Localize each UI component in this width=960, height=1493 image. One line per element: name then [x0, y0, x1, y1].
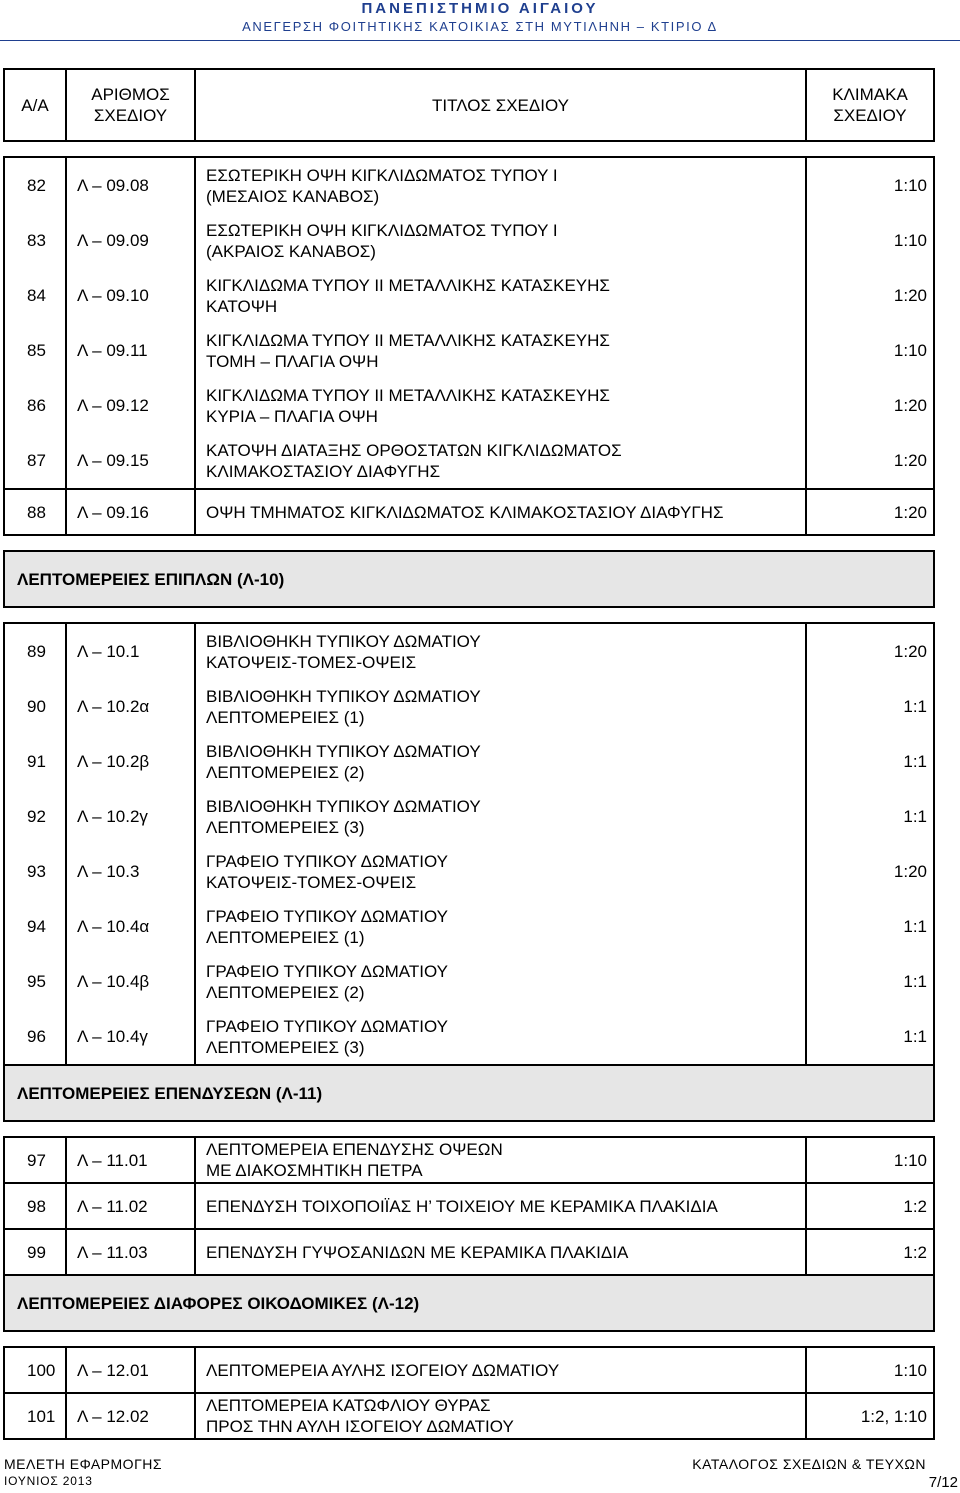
drawing-title — [195, 954, 806, 1009]
drawing-title-line1: ΟΨΗ ΤΜΗΜΑΤΟΣ ΚΙΓΚΛΙΔΩΜΑΤΟΣ ΚΛΙΜΑΚΟΣΤΑΣΙΟΥ ΔΙΑΦΥΓΗΣ — [206, 502, 724, 522]
table-row — [4, 1009, 934, 1065]
drawing-title — [195, 378, 806, 433]
drawing-aa: 89 — [4, 623, 66, 679]
table-row — [4, 679, 934, 734]
drawing-title — [195, 1009, 806, 1065]
spacer-cell — [4, 1121, 934, 1137]
section-row — [4, 1065, 934, 1121]
drawing-title — [195, 844, 806, 899]
drawing-scale: 1:1 — [806, 954, 934, 1009]
drawing-title — [195, 623, 806, 679]
section-heading: ΛΕΠΤΟΜΕΡΕΙΕΣ ΕΠΕΝΔΥΣΕΩΝ (Λ-11) — [4, 1065, 934, 1121]
drawing-title-line2: ΤΟΜΗ – ΠΛΑΓΙΑ ΟΨΗ — [206, 351, 379, 371]
spacer-cell — [4, 607, 934, 623]
drawing-scale: 1:2 — [806, 1229, 934, 1275]
footer-study-type: ΜΕΛΕΤΗ ΕΦΑΡΜΟΓΗΣ — [4, 1456, 163, 1472]
spacer-row — [4, 141, 934, 157]
col-header-scale: ΚΛΙΜΑΚΑ ΣΧΕΔΙΟΥ — [806, 69, 934, 141]
drawing-title-line1: ΛΕΠΤΟΜΕΡΕΙΑ ΚΑΤΩΦΛΙΟΥ ΘΥΡΑΣ — [206, 1396, 491, 1415]
drawing-number: Λ – 09.11 — [66, 323, 195, 378]
table-row — [4, 1347, 934, 1393]
drawing-scale: 1:1 — [806, 734, 934, 789]
drawing-title-line2: (ΑΚΡΑΙΟΣ ΚΑΝΑΒΟΣ) — [206, 241, 376, 261]
spacer-row — [4, 1121, 934, 1137]
drawing-scale: 1:1 — [806, 789, 934, 844]
drawing-title — [195, 1183, 806, 1229]
drawing-title — [195, 1347, 806, 1393]
drawing-number: Λ – 10.2α — [66, 679, 195, 734]
drawing-number: Λ – 09.15 — [66, 433, 195, 489]
drawing-number: Λ – 11.02 — [66, 1183, 195, 1229]
table-row — [4, 1137, 934, 1183]
drawing-scale: 1:20 — [806, 623, 934, 679]
col-header-title: ΤΙΤΛΟΣ ΣΧΕΔΙΟΥ — [195, 69, 806, 141]
drawing-scale: 1:2, 1:10 — [806, 1393, 934, 1439]
drawing-scale: 1:1 — [806, 679, 934, 734]
table-row — [4, 433, 934, 489]
drawing-title — [195, 213, 806, 268]
drawing-aa: 97 — [4, 1137, 66, 1183]
table-row — [4, 1229, 934, 1275]
drawing-title-line2: ΜΕ ΔΙΑΚΟΣΜΗΤΙΚΗ ΠΕΤΡΑ — [206, 1161, 423, 1180]
drawing-title-line1: ΒΙΒΛΙΟΘΗΚΗ ΤΥΠΙΚΟΥ ΔΩΜΑΤΙΟΥ — [206, 686, 481, 706]
drawing-aa: 93 — [4, 844, 66, 899]
footer-date: ΙΟΥΝΙΟΣ 2013 — [4, 1474, 93, 1488]
drawing-title-line1: ΚΙΓΚΛΙΔΩΜΑ ΤΥΠΟΥ ΙΙ ΜΕΤΑΛΛΙΚΗΣ ΚΑΤΑΣΚΕΥΗΣ — [206, 275, 610, 295]
drawing-title — [195, 489, 806, 535]
drawing-title-line1: ΕΣΩΤΕΡΙΚΗ ΟΨΗ ΚΙΓΚΛΙΔΩΜΑΤΟΣ ΤΥΠΟΥ Ι — [206, 165, 558, 185]
drawing-number: Λ – 11.01 — [66, 1137, 195, 1183]
drawing-aa: 99 — [4, 1229, 66, 1275]
drawing-title-line1: ΛΕΠΤΟΜΕΡΕΙΑ ΑΥΛΗΣ ΙΣΟΓΕΙΟΥ ΔΩΜΑΤΙΟΥ — [206, 1360, 560, 1380]
drawing-aa: 96 — [4, 1009, 66, 1065]
table-row — [4, 899, 934, 954]
drawing-title — [195, 433, 806, 489]
drawing-title-line2: ΚΥΡΙΑ – ΠΛΑΓΙΑ ΟΨΗ — [206, 406, 378, 426]
spacer-cell — [4, 535, 934, 551]
table-row — [4, 157, 934, 213]
drawing-title-line2: ΛΕΠΤΟΜΕΡΕΙΕΣ (1) — [206, 707, 365, 727]
drawing-number: Λ – 10.4α — [66, 899, 195, 954]
drawing-number: Λ – 11.03 — [66, 1229, 195, 1275]
spacer-cell — [4, 1331, 934, 1347]
col-header-aa: Α/Α — [4, 69, 66, 141]
drawing-scale: 1:10 — [806, 1137, 934, 1183]
section-heading: ΛΕΠΤΟΜΕΡΕΙΕΣ ΔΙΑΦΟΡΕΣ ΟΙΚΟΔΟΜΙΚΕΣ (Λ-12) — [4, 1275, 934, 1331]
drawing-aa: 83 — [4, 213, 66, 268]
drawing-scale: 1:10 — [806, 323, 934, 378]
drawing-scale: 1:20 — [806, 433, 934, 489]
drawing-number: Λ – 10.2γ — [66, 789, 195, 844]
drawing-scale: 1:1 — [806, 899, 934, 954]
drawing-aa: 101 — [4, 1393, 66, 1439]
drawing-scale: 1:20 — [806, 489, 934, 535]
drawing-aa: 84 — [4, 268, 66, 323]
drawing-scale: 1:20 — [806, 844, 934, 899]
table-row — [4, 789, 934, 844]
table-row — [4, 378, 934, 433]
drawing-aa: 98 — [4, 1183, 66, 1229]
drawing-title — [195, 789, 806, 844]
header-rule — [0, 40, 960, 41]
table-row — [4, 954, 934, 1009]
table-row — [4, 489, 934, 535]
drawing-number: Λ – 10.1 — [66, 623, 195, 679]
drawing-aa: 91 — [4, 734, 66, 789]
spacer-row — [4, 535, 934, 551]
drawing-title-line1: ΕΠΕΝΔΥΣΗ ΓΥΨΟΣΑΝΙΔΩΝ ΜΕ ΚΕΡΑΜΙΚΑ ΠΛΑΚΙΔΙΑ — [206, 1242, 629, 1262]
drawing-title — [195, 899, 806, 954]
drawing-scale: 1:10 — [806, 213, 934, 268]
drawing-aa: 85 — [4, 323, 66, 378]
drawing-title-line2: ΚΑΤΟΨΗ — [206, 296, 278, 316]
footer-catalogue-title: ΚΑΤΑΛΟΓΟΣ ΣΧΕΔΙΩΝ & ΤΕΥΧΩΝ — [692, 1456, 926, 1472]
col-header-number: ΑΡΙΘΜΟΣ ΣΧΕΔΙΟΥ — [66, 69, 195, 141]
drawing-title-line2: ΚΛΙΜΑΚΟΣΤΑΣΙΟΥ ΔΙΑΦΥΓΗΣ — [206, 461, 441, 481]
header-project: ΑΝΕΓΕΡΣΗ ΦΟΙΤΗΤΙΚΗΣ ΚΑΤΟΙΚΙΑΣ ΣΤΗ ΜΥΤΙΛΗΝΗ – ΚΤΙΡΙΟ Δ — [242, 19, 718, 34]
drawing-aa: 82 — [4, 157, 66, 213]
table-header-row — [4, 69, 934, 141]
table-row — [4, 1393, 934, 1439]
table-row — [4, 213, 934, 268]
drawing-number: Λ – 09.10 — [66, 268, 195, 323]
drawing-title-line1: ΒΙΒΛΙΟΘΗΚΗ ΤΥΠΙΚΟΥ ΔΩΜΑΤΙΟΥ — [206, 796, 481, 816]
table-row — [4, 268, 934, 323]
drawing-title-line2: (ΜΕΣΑΙΟΣ ΚΑΝΑΒΟΣ) — [206, 186, 380, 206]
spacer-row — [4, 607, 934, 623]
drawing-title-line2: ΛΕΠΤΟΜΕΡΕΙΕΣ (2) — [206, 982, 365, 1002]
drawing-title-line2: ΚΑΤΟΨΕΙΣ-ΤΟΜΕΣ-ΟΨΕΙΣ — [206, 652, 417, 672]
drawing-number: Λ – 09.16 — [66, 489, 195, 535]
drawing-title — [195, 1137, 806, 1183]
drawing-aa: 90 — [4, 679, 66, 734]
drawing-number: Λ – 09.08 — [66, 157, 195, 213]
spacer-cell — [4, 141, 934, 157]
table-row — [4, 734, 934, 789]
drawings-table — [3, 68, 935, 1440]
drawing-scale: 1:10 — [806, 1347, 934, 1393]
drawing-title — [195, 157, 806, 213]
drawing-aa: 92 — [4, 789, 66, 844]
drawing-title — [195, 1393, 806, 1439]
drawing-title-line1: ΚΑΤΟΨΗ ΔΙΑΤΑΞΗΣ ΟΡΘΟΣΤΑΤΩΝ ΚΙΓΚΛΙΔΩΜΑΤΟΣ — [206, 440, 622, 460]
table-row — [4, 1183, 934, 1229]
drawing-title-line1: ΒΙΒΛΙΟΘΗΚΗ ΤΥΠΙΚΟΥ ΔΩΜΑΤΙΟΥ — [206, 741, 481, 761]
section-row — [4, 1275, 934, 1331]
drawing-title-line1: ΛΕΠΤΟΜΕΡΕΙΑ ΕΠΕΝΔΥΣΗΣ ΟΨΕΩΝ — [206, 1140, 503, 1159]
drawing-title-line1: ΕΠΕΝΔΥΣΗ ΤΟΙΧΟΠΟΙΪΑΣ Η’ ΤΟΙΧΕΙΟΥ ΜΕ ΚΕΡΑΜΙΚΑ ΠΛΑΚΙΔΙΑ — [206, 1196, 718, 1216]
drawing-scale: 1:20 — [806, 378, 934, 433]
header-university: ΠΑΝΕΠΙΣΤΗΜΙΟ ΑΙΓΑΙΟΥ — [361, 0, 599, 17]
drawing-aa: 86 — [4, 378, 66, 433]
footer-page-number: 7/12 — [928, 1474, 958, 1491]
table-row — [4, 844, 934, 899]
drawing-number: Λ – 12.02 — [66, 1393, 195, 1439]
spacer-row — [4, 1331, 934, 1347]
drawing-title-line2: ΠΡΟΣ ΤΗΝ ΑΥΛΗ ΙΣΟΓΕΙΟΥ ΔΩΜΑΤΙΟΥ — [206, 1417, 514, 1436]
drawing-number: Λ – 12.01 — [66, 1347, 195, 1393]
drawing-title-line1: ΒΙΒΛΙΟΘΗΚΗ ΤΥΠΙΚΟΥ ΔΩΜΑΤΙΟΥ — [206, 631, 481, 651]
drawing-title-line2: ΚΑΤΟΨΕΙΣ-ΤΟΜΕΣ-ΟΨΕΙΣ — [206, 872, 417, 892]
table-row — [4, 623, 934, 679]
drawing-title-line1: ΚΙΓΚΛΙΔΩΜΑ ΤΥΠΟΥ ΙΙ ΜΕΤΑΛΛΙΚΗΣ ΚΑΤΑΣΚΕΥΗΣ — [206, 330, 610, 350]
drawing-number: Λ – 10.2β — [66, 734, 195, 789]
drawing-title-line1: ΓΡΑΦΕΙΟ ΤΥΠΙΚΟΥ ΔΩΜΑΤΙΟΥ — [206, 961, 449, 981]
drawing-title-line1: ΕΣΩΤΕΡΙΚΗ ΟΨΗ ΚΙΓΚΛΙΔΩΜΑΤΟΣ ΤΥΠΟΥ Ι — [206, 220, 558, 240]
table-row — [4, 323, 934, 378]
section-row — [4, 551, 934, 607]
drawing-aa: 87 — [4, 433, 66, 489]
drawing-title-line1: ΓΡΑΦΕΙΟ ΤΥΠΙΚΟΥ ΔΩΜΑΤΙΟΥ — [206, 1016, 449, 1036]
drawing-title — [195, 323, 806, 378]
drawing-title-line2: ΛΕΠΤΟΜΕΡΕΙΕΣ (3) — [206, 817, 365, 837]
drawing-title-line2: ΛΕΠΤΟΜΕΡΕΙΕΣ (2) — [206, 762, 365, 782]
drawing-title — [195, 268, 806, 323]
drawing-title-line2: ΛΕΠΤΟΜΕΡΕΙΕΣ (1) — [206, 927, 365, 947]
drawing-title — [195, 734, 806, 789]
drawing-title-line1: ΓΡΑΦΕΙΟ ΤΥΠΙΚΟΥ ΔΩΜΑΤΙΟΥ — [206, 906, 449, 926]
drawing-number: Λ – 10.4γ — [66, 1009, 195, 1065]
drawing-number: Λ – 10.3 — [66, 844, 195, 899]
drawing-title — [195, 1229, 806, 1275]
drawing-aa: 95 — [4, 954, 66, 1009]
drawing-number: Λ – 10.4β — [66, 954, 195, 1009]
drawing-title — [195, 679, 806, 734]
drawing-title-line2: ΛΕΠΤΟΜΕΡΕΙΕΣ (3) — [206, 1037, 365, 1057]
drawing-number: Λ – 09.09 — [66, 213, 195, 268]
drawing-number: Λ – 09.12 — [66, 378, 195, 433]
section-heading: ΛΕΠΤΟΜΕΡΕΙΕΣ ΕΠΙΠΛΩΝ (Λ-10) — [4, 551, 934, 607]
drawing-title-line1: ΓΡΑΦΕΙΟ ΤΥΠΙΚΟΥ ΔΩΜΑΤΙΟΥ — [206, 851, 449, 871]
drawing-scale: 1:10 — [806, 157, 934, 213]
drawing-scale: 1:20 — [806, 268, 934, 323]
drawing-aa: 88 — [4, 489, 66, 535]
drawing-title-line1: ΚΙΓΚΛΙΔΩΜΑ ΤΥΠΟΥ ΙΙ ΜΕΤΑΛΛΙΚΗΣ ΚΑΤΑΣΚΕΥΗΣ — [206, 385, 610, 405]
drawing-scale: 1:2 — [806, 1183, 934, 1229]
drawing-aa: 100 — [4, 1347, 66, 1393]
drawing-aa: 94 — [4, 899, 66, 954]
drawing-scale: 1:1 — [806, 1009, 934, 1065]
